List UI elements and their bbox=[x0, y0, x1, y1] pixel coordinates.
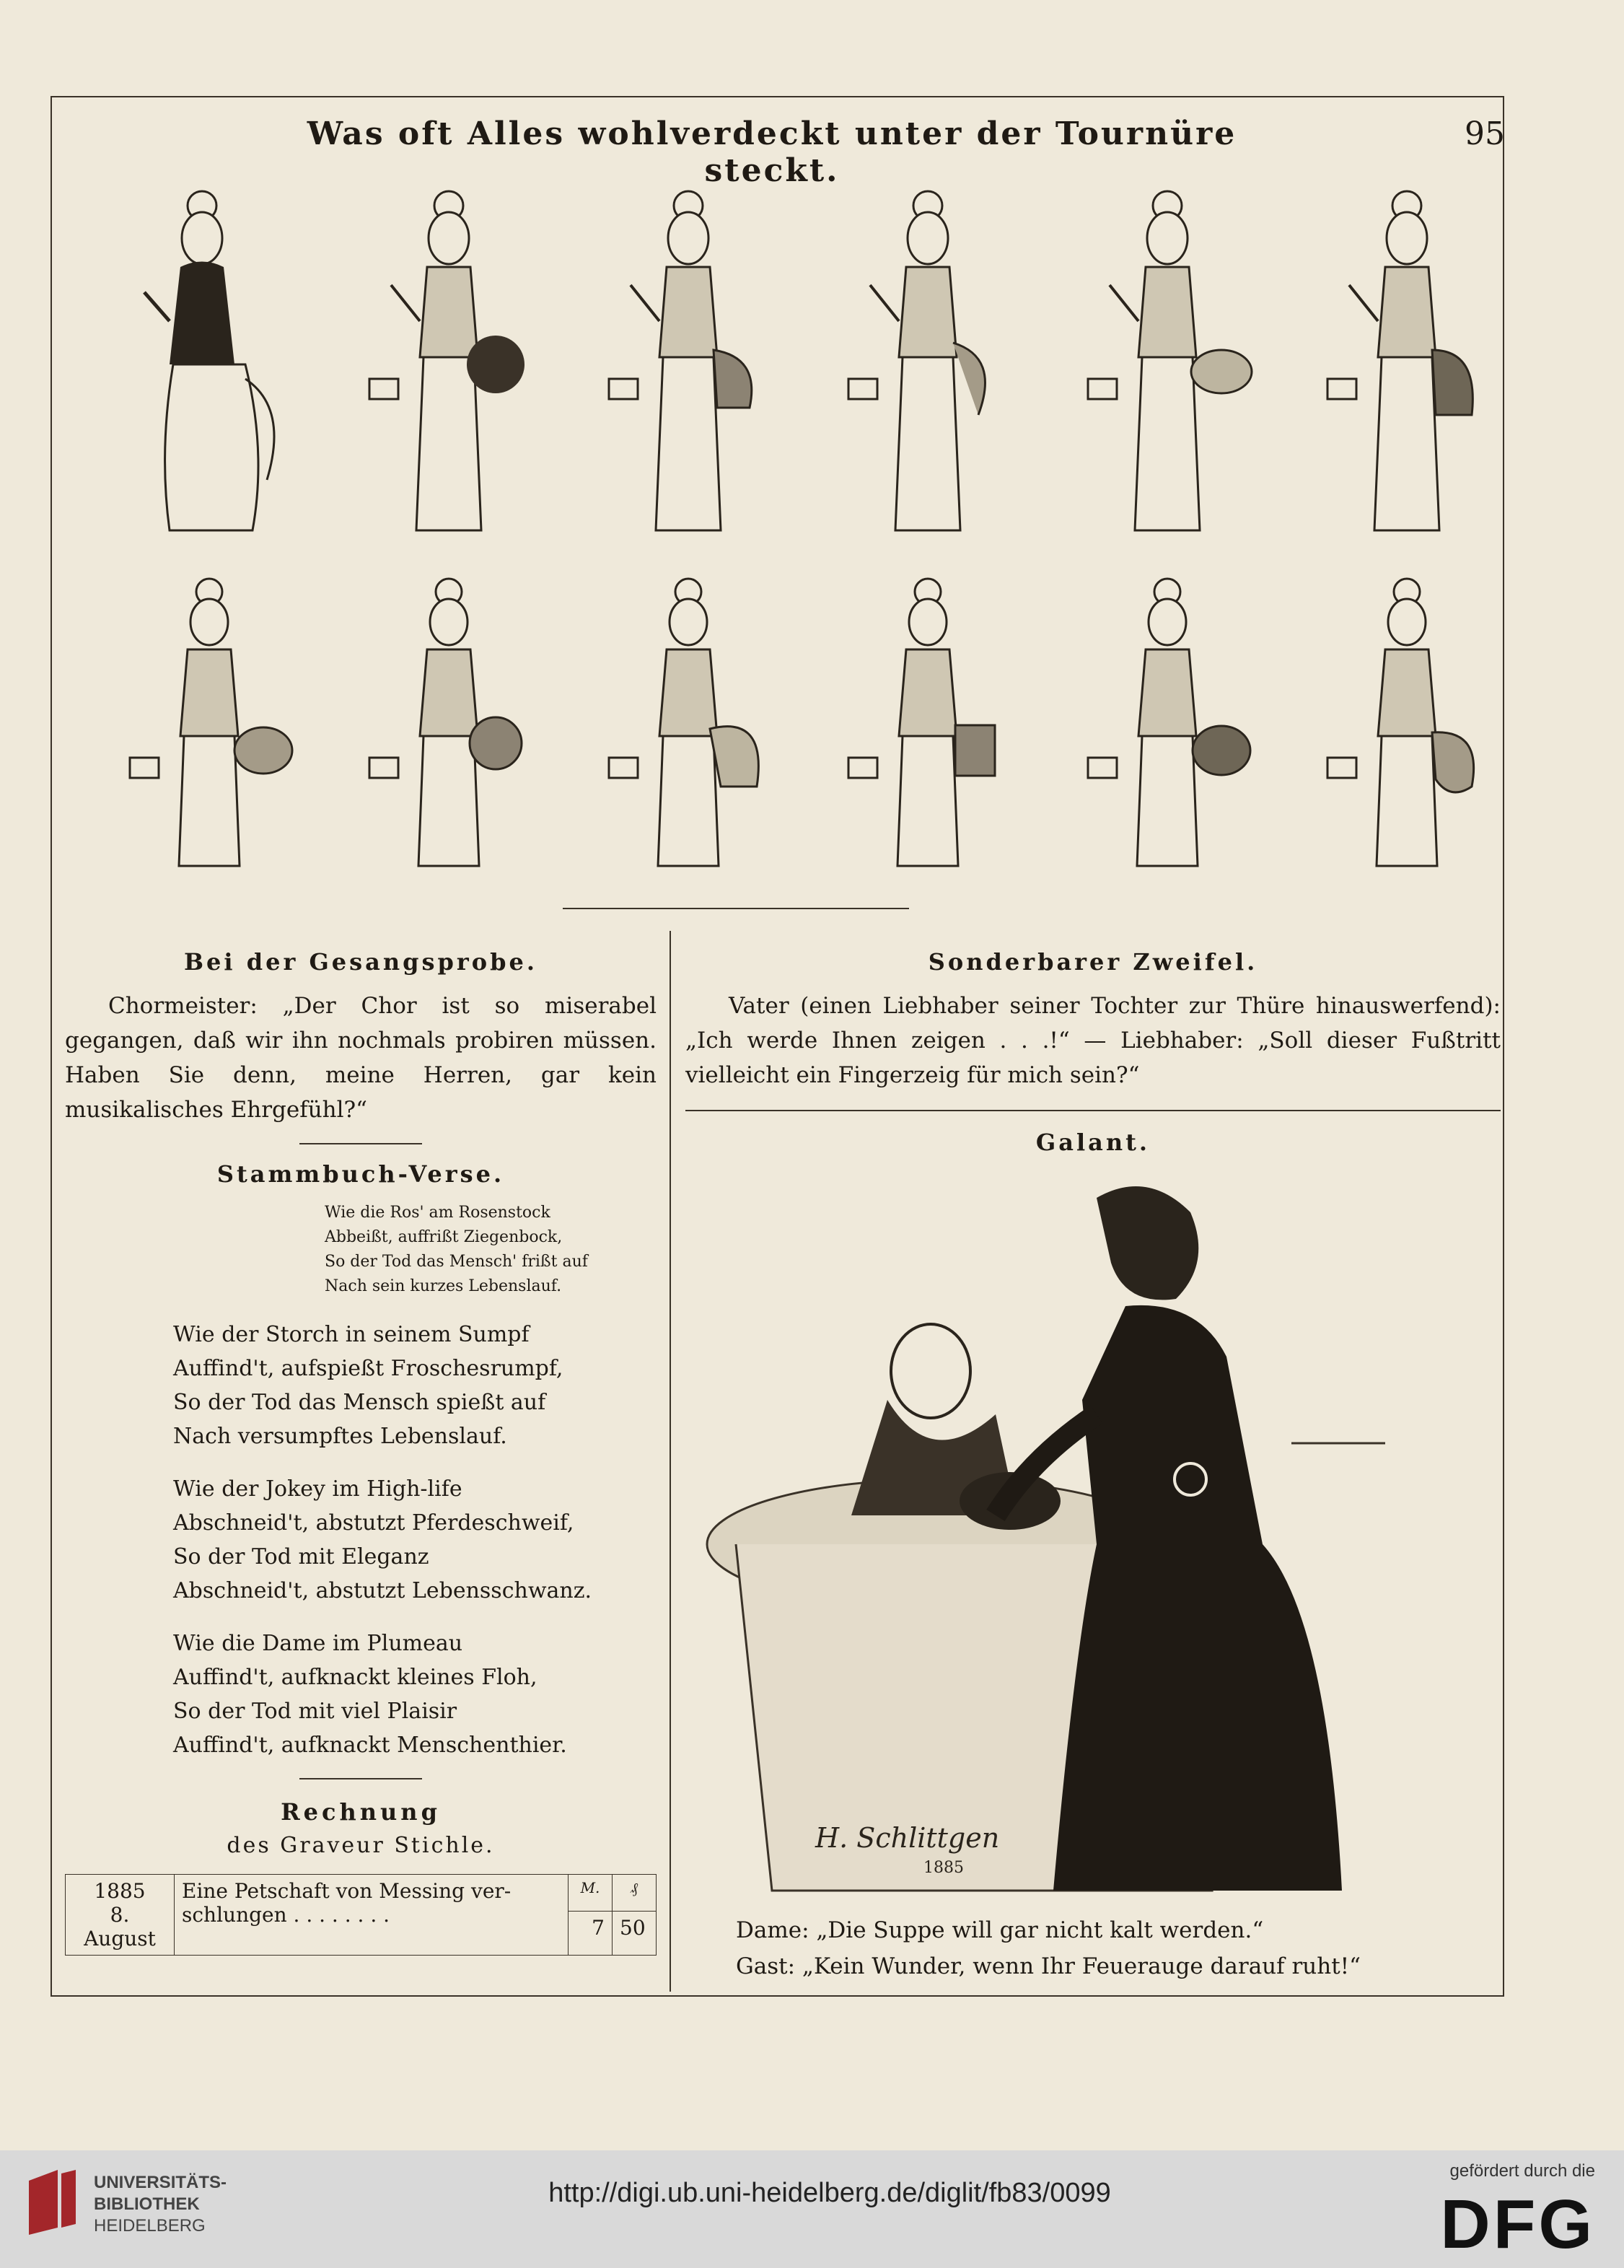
rechnung-heading: Rechnung bbox=[281, 1798, 441, 1826]
invoice-item-line: schlungen . . . . . . . . bbox=[182, 1903, 390, 1927]
verse-line: Nach sein kurzes Lebenslauf. bbox=[325, 1277, 562, 1295]
invoice-item-cell bbox=[175, 1875, 569, 1956]
woman-figure-illustration bbox=[1299, 570, 1515, 873]
table-row bbox=[66, 1875, 657, 1912]
caption-line: Gast: „Kein Wunder, wenn Ihr Feuerauge darauf ruht!“ bbox=[736, 1953, 1361, 1979]
funding-label: gefördert durch die bbox=[1449, 2161, 1595, 2181]
verse-line: Auffind't, aufknackt kleines Floh, bbox=[173, 1665, 537, 1690]
page-number: 95 bbox=[1465, 115, 1505, 152]
dfg-logo: DFG bbox=[1440, 2186, 1595, 2263]
woman-figure-illustration bbox=[1299, 173, 1515, 541]
verse-line: So der Tod das Mensch spießt auf bbox=[173, 1390, 546, 1415]
library-name bbox=[94, 2172, 227, 2237]
ub-heidelberg-logo-icon bbox=[22, 2166, 79, 2238]
woman-figure-illustration bbox=[341, 173, 557, 541]
galant-heading: Galant. bbox=[1035, 1129, 1151, 1156]
stammbuch-stanza bbox=[173, 1626, 657, 1762]
verse-line: Abschneid't, abstutzt Lebensschwanz. bbox=[173, 1578, 592, 1603]
woman-figure-illustration bbox=[101, 173, 317, 541]
verse-line: Wie der Jokey im High-life bbox=[173, 1476, 462, 1502]
invoice-table bbox=[65, 1874, 657, 1956]
caption-line: Dame: „Die Suppe will gar nicht kalt werden.“ bbox=[736, 1917, 1264, 1943]
galant-illustration bbox=[693, 1140, 1450, 1912]
pfennig-column-header: ₰ bbox=[613, 1875, 657, 1912]
column-divider bbox=[670, 931, 671, 1992]
invoice-year: 1885 bbox=[94, 1879, 146, 1903]
verse-line: Auffind't, aufknackt Menschenthier. bbox=[173, 1733, 567, 1758]
woman-figure-illustration bbox=[1059, 173, 1276, 541]
verse-line: So der Tod mit Eleganz bbox=[173, 1544, 429, 1569]
section-divider bbox=[563, 908, 909, 909]
illustrator-signature-year: 1885 bbox=[923, 1859, 964, 1877]
verse-line: Abbeißt, auffrißt Ziegenbock, bbox=[325, 1228, 563, 1246]
galant-caption bbox=[736, 1912, 1457, 1984]
gesangsprobe-text: Chormeister: „Der Chor ist so miserabel gegangen, daß wir ihn nochmals probiren müssen. Haben Sie denn, meine Herren, gar kein musikalisches Ehrgefühl?“ bbox=[65, 993, 657, 1123]
left-column bbox=[65, 938, 657, 1956]
stammbuch-stanza bbox=[173, 1472, 657, 1608]
verse-line: Wie die Dame im Plumeau bbox=[173, 1631, 463, 1656]
stammbuch-intro-verse bbox=[325, 1201, 657, 1299]
section-divider bbox=[685, 1110, 1501, 1111]
page-title: Was oft Alles wohlverdeckt unter der Tournüre steckt. bbox=[307, 115, 1237, 189]
library-name-line: BIBLIOTHEK bbox=[94, 2194, 200, 2214]
library-name-line: UNIVERSITÄTS- bbox=[94, 2173, 227, 2192]
invoice-item-line: Eine Petschaft von Messing ver- bbox=[182, 1879, 512, 1903]
bustle-illustrations-row-2 bbox=[101, 570, 1515, 873]
invoice-mark-value: 7 bbox=[569, 1911, 613, 1955]
verse-line: Wie der Storch in seinem Sumpf bbox=[173, 1322, 530, 1347]
gesangsprobe-heading: Bei der Gesangsprobe. bbox=[184, 948, 537, 976]
viewer-footer-bar bbox=[0, 2150, 1624, 2268]
woman-figure-illustration bbox=[1059, 570, 1276, 873]
woman-figure-illustration bbox=[580, 570, 796, 873]
library-name-line: HEIDELBERG bbox=[94, 2216, 206, 2236]
woman-figure-illustration bbox=[820, 173, 1036, 541]
invoice-date-cell bbox=[66, 1875, 175, 1956]
verse-line: Auffind't, aufspießt Froschesrumpf, bbox=[173, 1356, 563, 1381]
verse-line: Wie die Ros' am Rosenstock bbox=[325, 1204, 550, 1222]
stammbuch-stanza bbox=[173, 1318, 657, 1453]
invoice-pfennig-value: 50 bbox=[613, 1911, 657, 1955]
woman-figure-illustration bbox=[101, 570, 317, 873]
verse-line: So der Tod das Mensch' frißt auf bbox=[325, 1253, 588, 1271]
right-column bbox=[685, 938, 1501, 1169]
woman-figure-illustration bbox=[580, 173, 796, 541]
verse-line: Nach versumpftes Lebenslauf. bbox=[173, 1424, 507, 1449]
short-divider bbox=[299, 1778, 422, 1779]
stammbuch-heading: Stammbuch-Verse. bbox=[216, 1160, 505, 1188]
woman-figure-illustration bbox=[820, 570, 1036, 873]
mark-column-header: M. bbox=[569, 1875, 613, 1912]
verse-line: So der Tod mit viel Plaisir bbox=[173, 1699, 457, 1724]
page-permalink[interactable]: http://digi.ub.uni-heidelberg.de/diglit/fb83/0099 bbox=[548, 2178, 1111, 2208]
verse-line: Abschneid't, abstutzt Pferdeschweif, bbox=[173, 1510, 574, 1536]
rechnung-subheading: des Graveur Stichle. bbox=[227, 1833, 495, 1858]
illustrator-signature: H. Schlittgen bbox=[815, 1822, 1000, 1854]
zweifel-text: Vater (einen Liebhaber seiner Tochter zur Thüre hinauswerfend): „Ich werde Ihnen zeigen . . .!“ — Liebhaber: „Soll dieser Fußtritt vielleicht ein Fingerzeig für mich sein?“ bbox=[685, 993, 1501, 1088]
bustle-illustrations-row-1 bbox=[101, 173, 1515, 541]
short-divider bbox=[299, 1143, 422, 1144]
invoice-date: 8. August bbox=[84, 1903, 156, 1950]
zweifel-heading: Sonderbarer Zweifel. bbox=[928, 948, 1258, 976]
woman-figure-illustration bbox=[341, 570, 557, 873]
